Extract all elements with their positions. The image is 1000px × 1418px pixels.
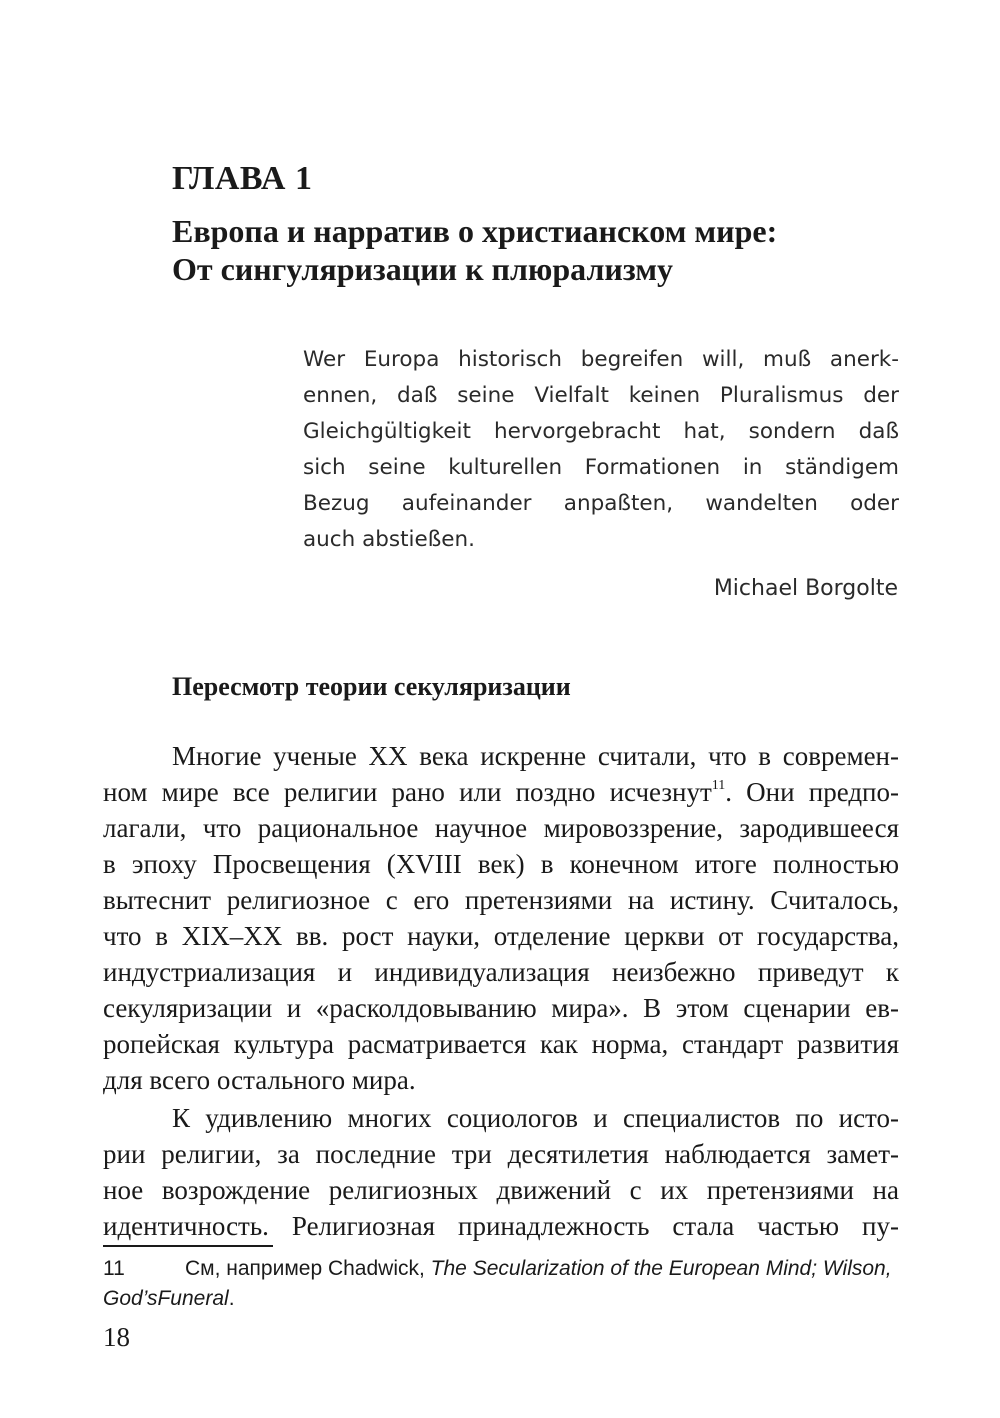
paragraph-line-with-footnote — [103, 774, 899, 810]
paragraph-line: в эпоху Просвещения (XVIII век) в конечном итоге полностью — [103, 849, 899, 879]
footnote-text-prefix: См, например Chadwick, — [185, 1257, 431, 1280]
paragraph-1 — [103, 738, 899, 1098]
chapter-label: ГЛАВА 1 — [172, 160, 313, 197]
paragraph-line: индустриализация и индивидуализация неизбежно приведут к — [103, 957, 899, 987]
footnote-title-1: The Secularization of the European Mind; Wilson, — [430, 1257, 892, 1280]
chapter-title-line-1: Европа и нарратив о христианском мире: — [172, 213, 778, 249]
epigraph-author: Michael Borgolte — [713, 576, 898, 601]
paragraph-line: рии религии, за последние три десятилетия наблюдается замет- — [103, 1139, 899, 1169]
epigraph-line: Wer Europa historisch begreifen will, muß anerk- — [303, 347, 899, 372]
paragraph-line: ропейская культура расматривается как норма, стандарт развития — [103, 1029, 899, 1059]
paragraph-2 — [103, 1100, 899, 1244]
paragraph-line: для всего остального мира. — [103, 1065, 416, 1095]
paragraph-line-text: ном мире все религии рано или поздно исчезнут — [103, 777, 712, 807]
paragraph-line: Многие ученые XX века искренне считали, что в современ- — [172, 741, 899, 771]
epigraph-line: Gleichgültigkeit hervorgebracht hat, sondern daß — [303, 419, 899, 444]
chapter-title — [172, 212, 912, 288]
epigraph-line: sich seine kulturellen Formationen in ständigem — [303, 455, 899, 480]
epigraph-line: auch abstießen. — [303, 527, 475, 552]
paragraph-line: К удивлению многих социологов и специалистов по исто- — [172, 1103, 899, 1133]
footnote-title-2: God’sFuneral — [103, 1287, 229, 1310]
paragraph-line: секуляризации и «расколдовыванию мира». В этом сценарии ев- — [103, 993, 899, 1023]
chapter-title-line-2: От сингуляризации к плюрализму — [172, 251, 674, 287]
page-number: 18 — [103, 1322, 130, 1352]
epigraph — [303, 342, 899, 558]
paragraph-line: вытеснит религиозное с его претензиями на истину. Считалось, — [103, 885, 899, 915]
footnote-number: 11 — [103, 1257, 125, 1280]
epigraph-line: ennen, daß seine Vielfalt keinen Pluralismus der — [303, 383, 899, 408]
paragraph-line: ное возрождение религиозных движений с их претензиями на — [103, 1175, 899, 1205]
paragraph-line: идентичность. Религиозная принадлежность стала частью пу- — [103, 1211, 899, 1241]
paragraph-line: что в XIX–XX вв. рост науки, отделение церкви от государства, — [103, 921, 899, 951]
paragraph-line: лагали, что рациональное научное мировоззрение, зародившееся — [103, 813, 899, 843]
epigraph-line: Bezug aufeinander anpaßten, wandelten oder — [303, 491, 899, 516]
section-heading: Пересмотр теории секуляризации — [172, 672, 571, 701]
body-text — [103, 738, 899, 1244]
footnote-text-suffix: . — [228, 1287, 235, 1310]
footnote-reference[interactable]: 11 — [711, 778, 726, 793]
footnote-divider — [103, 1245, 273, 1247]
paragraph-line-tail: . Они предпо- — [725, 777, 899, 807]
footnote — [103, 1254, 899, 1314]
